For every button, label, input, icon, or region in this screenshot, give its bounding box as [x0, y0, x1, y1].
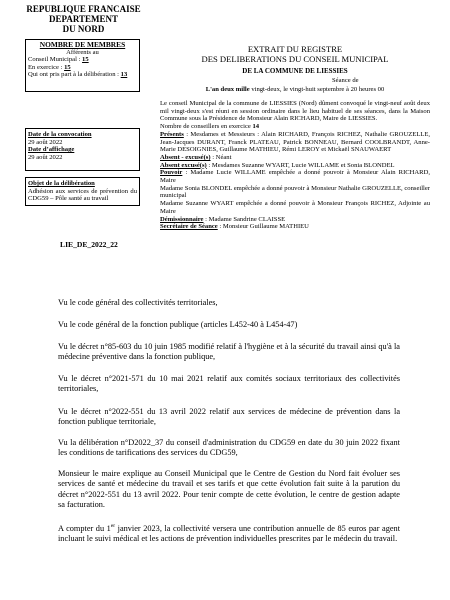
convocation-title: Date de la convocation [28, 131, 92, 138]
paragraph-4: Vu le décret n°2021-571 du 10 mai 2021 relatif aux comités sociaux territoriaux des collectivités territoriales, [58, 374, 400, 394]
paragraph-1: Vu le code général des collectivités territoriales, [58, 298, 218, 307]
members-conseil: Conseil Municipal : 15 [28, 56, 89, 64]
seance-date: L'an deux mille vingt-deux, le vingt-huit septembre à 20 heures 00 [205, 86, 385, 93]
deliberation-reference: LIE_DE_2022_22 [60, 240, 118, 249]
members-box [25, 39, 140, 92]
header-line-3: DU NORD [62, 24, 105, 34]
members-pris: Qui ont pris part à la délibération : 13 [28, 71, 128, 79]
members-exercice: En exercice : 15 [28, 63, 71, 71]
title-line-2: DES DELIBERATIONS DU CONSEIL MUNICIPAL [201, 54, 389, 64]
affichage-title: Date d’affichage [28, 146, 75, 154]
dates-box [25, 128, 140, 171]
paragraph-6: Vu la délibération n°D2022_37 du conseil d'administration du CDG59 en date du 30 juin 2022 fixant les conditions de tarifications des services du CDG59, [58, 438, 400, 458]
title-line-1: EXTRAIT DU REGISTRE [247, 44, 343, 54]
objet-box [25, 177, 140, 206]
affichage-date: 29 août 2022 [28, 153, 63, 161]
header-line-1: REPUBLIQUE FRANCAISE [26, 4, 141, 14]
paragraph-8: A compter du 1er janvier 2023, la collectivité versera une contribution annuelle de 85 euros par agent incluant le suivi médical et les actions de prévention individuelles prescrites par le médecin du travail. [58, 523, 401, 544]
secretaire: Secrétaire de Séance : Monsieur Guillaume MATHIEU [160, 223, 309, 231]
objet-title: Objet de la délibération [28, 180, 95, 187]
paragraph-3: Vu le décret n°85-603 du 10 juin 1985 modifié relatif à l'hygiène et à la sécurité du travail ainsi qu'à la médecine préventive dans la fonction publique, [58, 342, 400, 362]
paragraph-2: Vu le code général de la fonction publique (articles L452-40 à L454-47) [58, 320, 298, 329]
objet-text: Adhésion aux services de prévention du CDG59 – Pôle santé au travail [28, 187, 137, 203]
members-conseil-value: 15 [82, 56, 89, 64]
paragraph-5: Vu le décret n°2022-551 du 13 avril 2022 relatif aux services de médecine de prévention dans la fonction publique territoriale, [58, 407, 400, 427]
members-exercice-value: 15 [64, 63, 71, 71]
pouvoir-2: Madame Sonia BLONDEL empêchée a donné pouvoir à Monsieur Nathalie GROUZELLE, conseiller municipal [160, 184, 430, 200]
header-line-2: DEPARTEMENT [48, 14, 119, 24]
deliberation-body [160, 100, 430, 231]
commune-title: DE LA COMMUNE DE LIESSIES [242, 67, 348, 75]
demissionnaire: Démissionnaire : Madame Sandrine CLAISSE [160, 215, 286, 223]
absent-excuses: Absent excusé(s) : Mesdames Suzanne WYART, Lucie WILLAME et Sonia BLONDEL [160, 161, 395, 169]
members-pris-value: 13 [120, 71, 128, 79]
pouvoir-1: Pouvoir : Madame Lucie WILLAME empêchée a donné pouvoir à Monsieur Alain RICHARD, Maire [160, 169, 430, 185]
members-title: NOMBRE DE MEMBRES [39, 40, 126, 49]
convocation-date: 29 août 2022 [28, 138, 63, 146]
nombre-conseillers: Nombre de conseillers en exercice 14 [160, 123, 260, 131]
republic-header [26, 4, 141, 34]
seance-label: Séance de [332, 77, 359, 84]
absent: Absent - excusé(s) : Néant [160, 153, 232, 161]
pouvoir-3: Madame Suzanne WYART empêchée a donné pouvoir à Monsieur François RICHEZ, Adjointe au Maire [160, 200, 430, 215]
register-title [160, 44, 430, 64]
intro-text: Le conseil Municipal de la commune de LIESSIES (Nord) dûment convoqué le vingt-neuf août deux mil vingt-deux s'est réuni en session ordinaire dans le lieu habituel de ses séances, dans la Maison Commune sous la Présidence de Monsieur Alain RICHARD, Maire de LIESSIES. [160, 100, 430, 123]
paragraph-7: Monsieur le maire explique au Conseil Municipal que le Centre de Gestion du Nord fait évoluer ses services de santé et médecine du travail et ses tarifs et que cette évolution fait suite à la parution du décret n°2022-551 du 13 avril 2022. Pour tenir compte de cette évolution, le centre de gestion adapte sa facturation. [58, 469, 400, 509]
members-afferents: Afférents au [66, 48, 99, 56]
presents: Présents : Mesdames et Messieurs : Alain RICHARD, François RICHEZ, Nathalie GROUZELLE, Jean-Jacques DURANT, Franck PLATEAU, Patrick BONNEAU, Bernard COOLBRANDT, Anne-Marie DESOIGNIES, Guillaume MATHIEU, Rémi LEROY et Mickaël SNAUWAERT [160, 130, 430, 154]
